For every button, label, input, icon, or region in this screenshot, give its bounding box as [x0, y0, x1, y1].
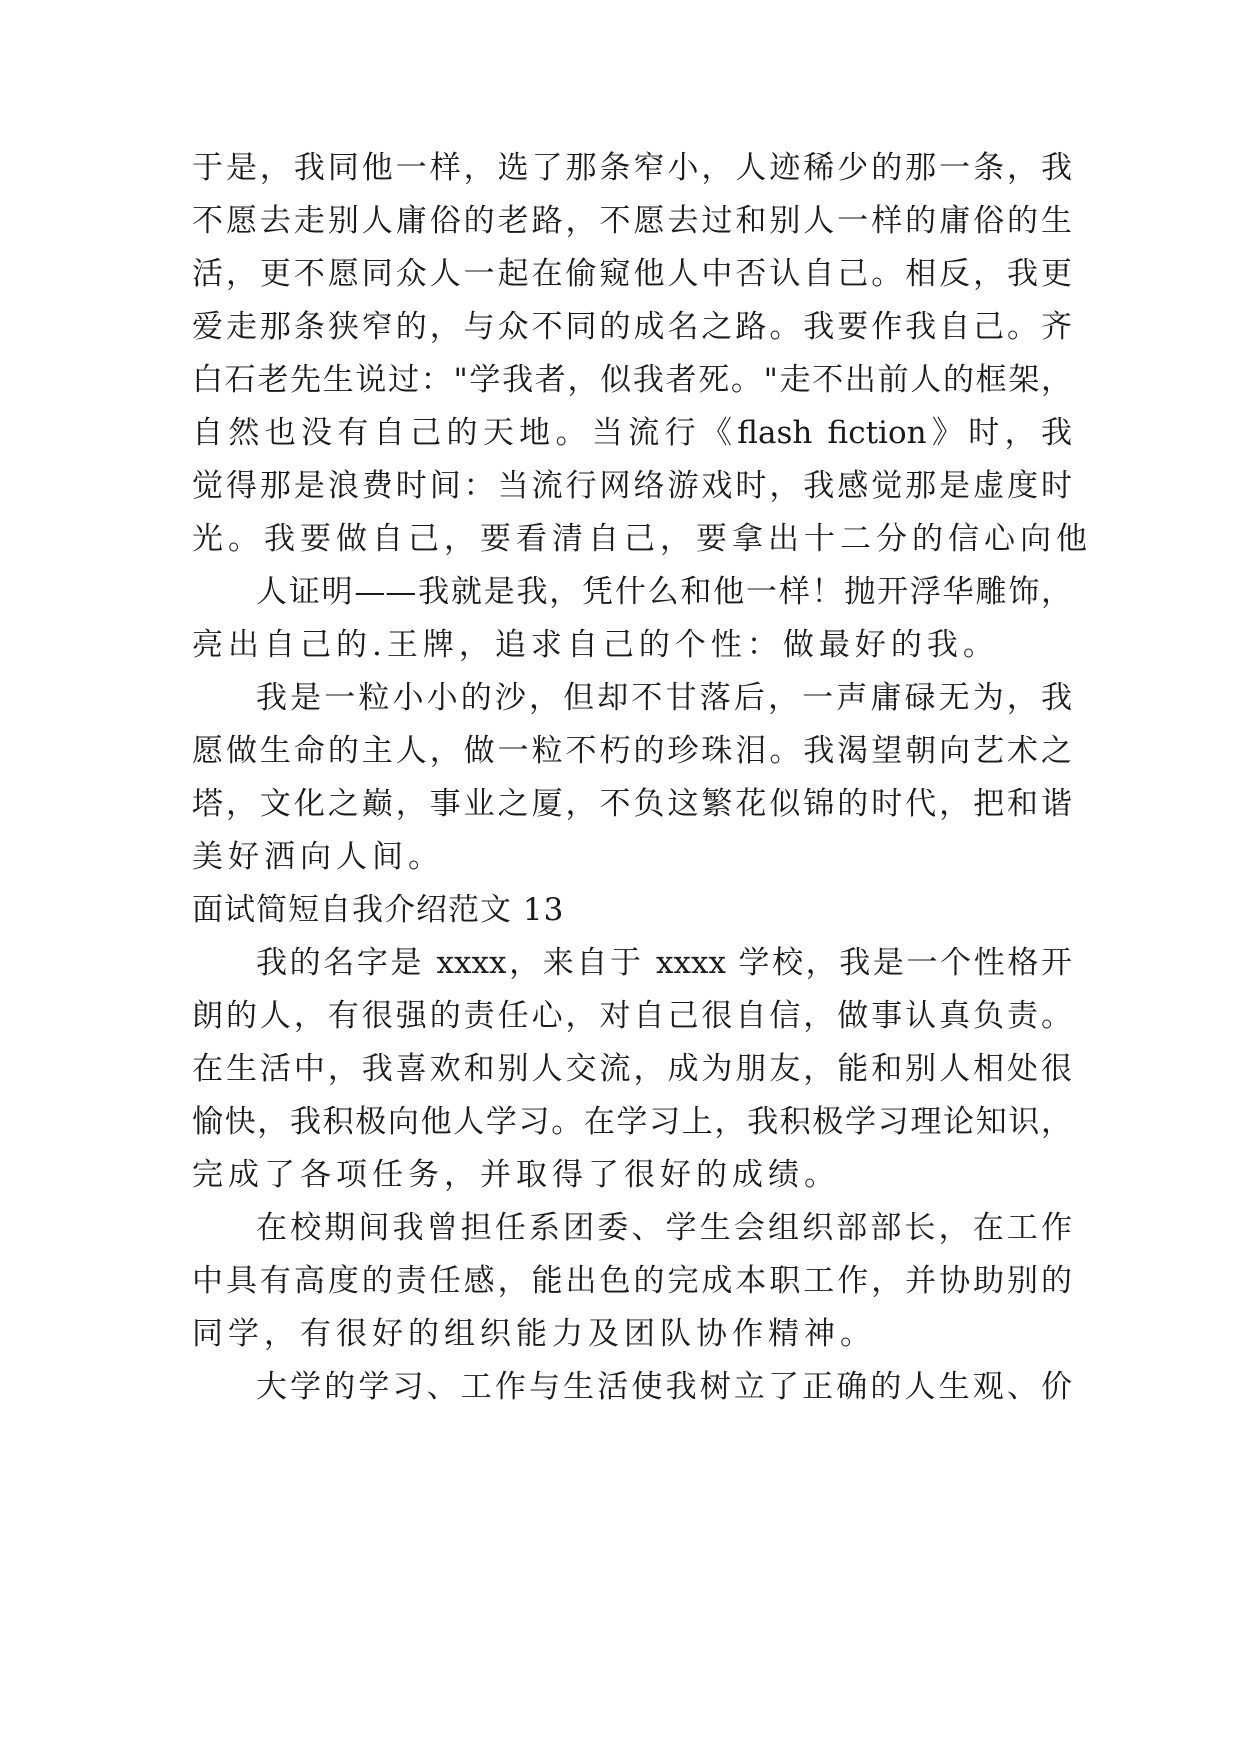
paragraph-first-line: 大学的学习、工作与生活使我树立了正确的人生观、价	[256, 1369, 1072, 1405]
text-line: 自然也没有自己的天地。当流行《flash fiction》时，我	[192, 415, 1072, 451]
text-line: 完成了各项任务，并取得了很好的成绩。	[192, 1157, 840, 1193]
text-line: 在生活中，我喜欢和别人交流，成为朋友，能和别人相处很	[192, 1051, 1072, 1087]
paragraph-first-line: 我是一粒小小的沙，但却不甘落后，一声庸碌无为，我	[256, 680, 1072, 716]
text-line: 愉快，我积极向他人学习。在学习上，我积极学习理论知识，	[192, 1104, 1072, 1140]
text-line: 塔，文化之巅，事业之厦，不负这繁花似锦的时代，把和谐	[192, 786, 1072, 822]
paragraph-first-line: 在校期间我曾担任系团委、学生会组织部部长，在工作	[256, 1210, 1072, 1246]
text-line: 光。我要做自己，要看清自己，要拿出十二分的信心向他	[192, 521, 1092, 557]
paragraph-first-line: 人证明——我就是我，凭什么和他一样！抛开浮华雕饰，	[256, 574, 1072, 610]
text-line: 亮出自己的.王牌，追求自己的个性：做最好的我。	[192, 627, 999, 663]
text-line: 爱走那条狭窄的，与众不同的成名之路。我要作我自己。齐	[192, 309, 1072, 345]
text-line: 美好洒向人间。	[192, 839, 444, 875]
text-line: 活，更不愿同众人一起在偷窥他人中否认自己。相反，我更	[192, 256, 1072, 292]
text-line: 白石老先生说过："学我者，似我者死。"走不出前人的框架，	[192, 362, 1072, 398]
section-heading: 面试简短自我介绍范文 13	[192, 892, 565, 928]
text-line: 朗的人，有很强的责任心，对自己很自信，做事认真负责。	[192, 998, 1072, 1034]
text-line: 中具有高度的责任感，能出色的完成本职工作，并协助别的	[192, 1263, 1072, 1299]
text-line: 于是，我同他一样，选了那条窄小，人迹稀少的那一条，我	[192, 150, 1072, 186]
paragraph-first-line: 我的名字是 xxxx，来自于 xxxx 学校，我是一个性格开	[256, 945, 1072, 981]
text-line: 愿做生命的主人，做一粒不朽的珍珠泪。我渴望朝向艺术之	[192, 733, 1072, 769]
text-line: 同学，有很好的组织能力及团队协作精神。	[192, 1316, 876, 1352]
text-line: 不愿去走别人庸俗的老路，不愿去过和别人一样的庸俗的生	[192, 203, 1072, 239]
text-line: 觉得那是浪费时间：当流行网络游戏时，我感觉那是虚度时	[192, 468, 1072, 504]
